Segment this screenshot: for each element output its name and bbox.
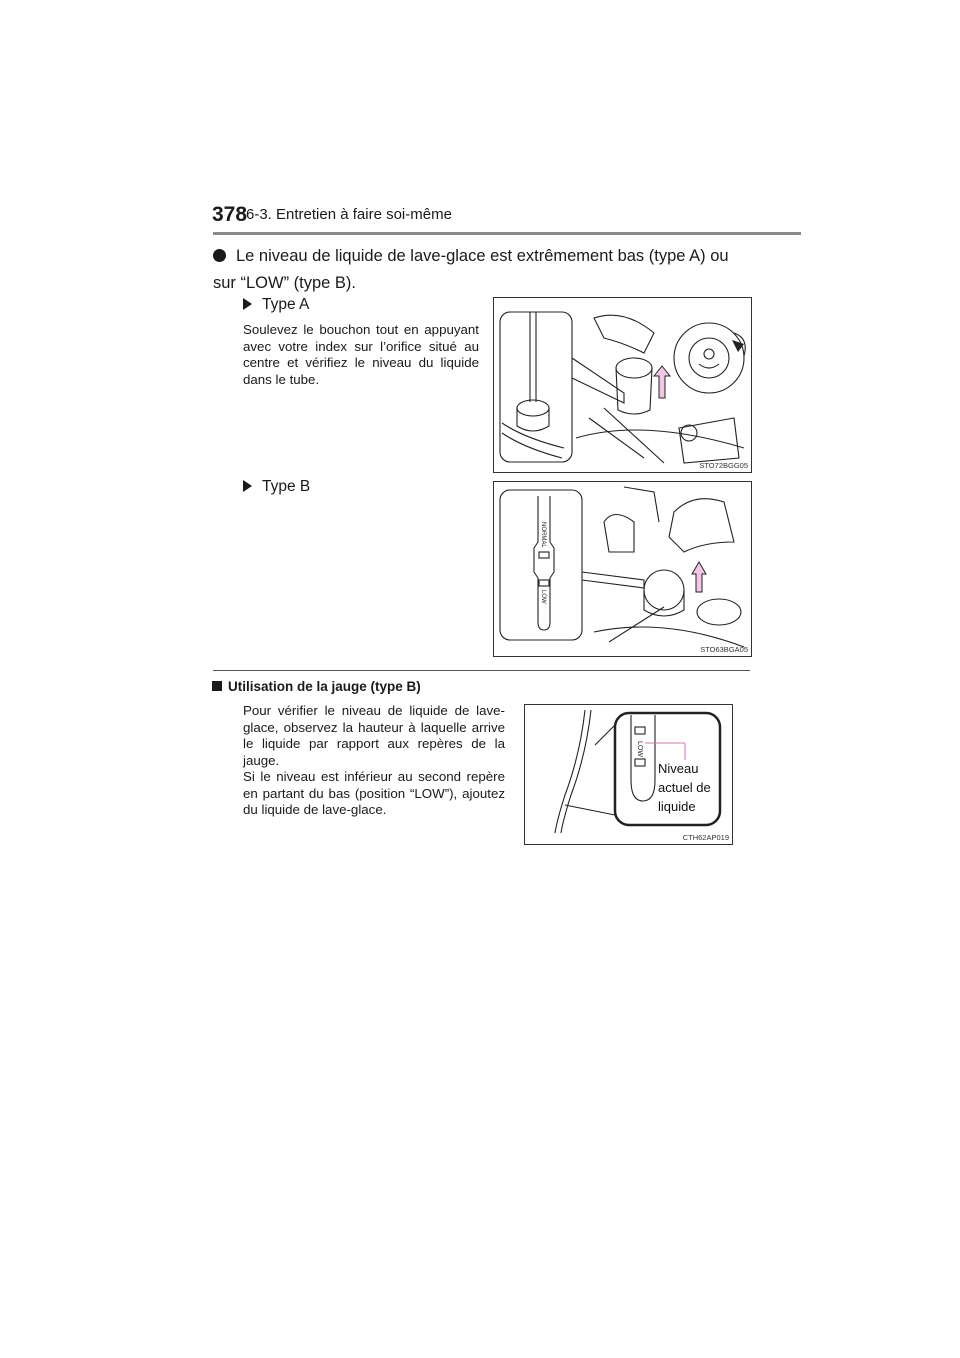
type-b-illustration: [493, 481, 752, 657]
type-a-illustration: [493, 297, 752, 473]
gauge-mark-low-detail: LOW: [636, 741, 643, 757]
gauge-section-heading: [212, 679, 421, 694]
bullet-text: Le niveau de liquide de lave-glace est extrêmement bas (type A) ou sur “LOW” (type B).: [213, 247, 729, 292]
type-a-drawing: [494, 298, 751, 472]
lift-arrow-icon: [654, 366, 670, 398]
gauge-paragraph-2: Si le niveau est inférieur au second repère en partant du bas (position “LOW”), ajoutez du liquide de lave-glace.: [243, 769, 505, 817]
gauge-mark-low: LOW: [540, 590, 546, 604]
gauge-heading-text: Utilisation de la jauge (type B): [228, 679, 421, 694]
gauge-paragraph-1: Pour vérifier le niveau de liquide de lave-glace, observez la hauteur à laquelle arrive le liquide par rapport aux repères de la jauge.: [243, 703, 505, 768]
gauge-mark-normal: NORMAL: [540, 522, 546, 548]
lift-arrow-icon: [692, 562, 706, 592]
type-b-heading: [243, 478, 310, 496]
bullet-dot-icon: [213, 249, 226, 262]
square-bullet-icon: [212, 681, 222, 691]
header-rule: [213, 232, 801, 235]
page-number: 378: [212, 203, 248, 226]
callout-line-3: liquide: [658, 799, 696, 814]
callout-line-1: Niveau: [658, 761, 699, 776]
section-divider: [213, 670, 750, 671]
type-a-heading: [243, 296, 309, 314]
type-b-drawing: [494, 482, 751, 656]
triangle-right-icon: [243, 480, 252, 492]
gauge-instructions: [243, 703, 505, 819]
type-a-label: Type A: [262, 296, 310, 313]
figure-code: STO72BGG05: [699, 461, 748, 470]
section-title: 6-3. Entretien à faire soi-même: [246, 206, 452, 223]
figure-code: CTH62AP019: [682, 833, 729, 842]
figure-code: STO63BGA05: [700, 645, 748, 654]
fluid-level-callout: [658, 759, 711, 816]
type-a-instructions: Soulevez le bouchon tout en appuyant avec votre index sur l’orifice situé au centre et vérifiez le niveau du liquide dans le tube.: [243, 322, 479, 387]
gauge-illustration: [524, 704, 733, 845]
type-b-label: Type B: [262, 478, 311, 495]
bullet-item: [213, 243, 753, 297]
triangle-right-icon: [243, 298, 252, 310]
callout-line-2: actuel de: [658, 780, 711, 795]
